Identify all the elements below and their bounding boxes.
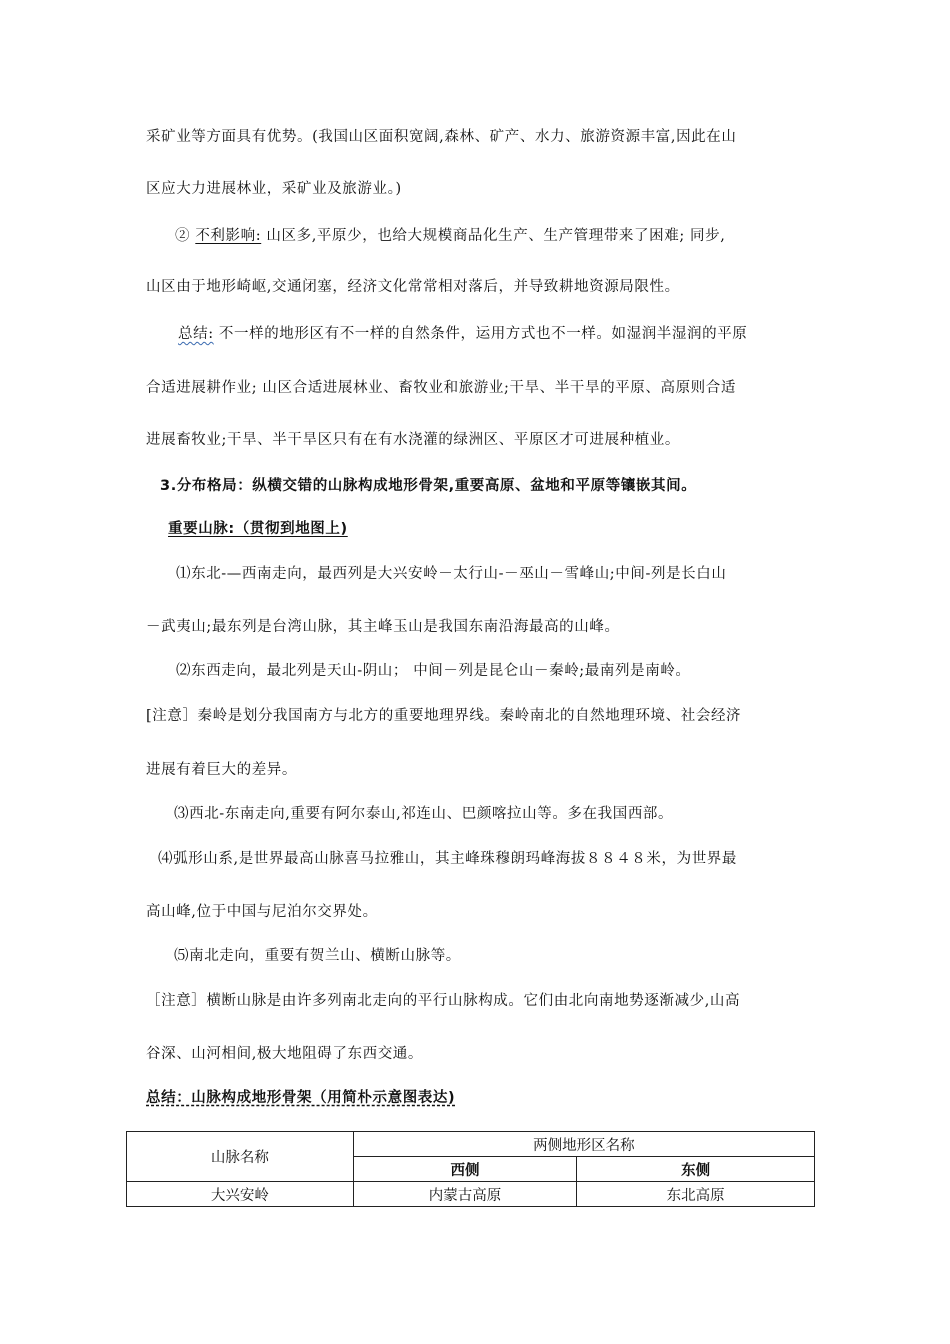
- list-item: ⑸南北走向，重要有贺兰山、横断山脉等。: [174, 948, 461, 964]
- mountain-table: [126, 1131, 815, 1207]
- paragraph-line: 山区由于地形崎岖,交通闭塞，经济文化常常相对落后，并导致耕地资源局限性。: [146, 279, 680, 295]
- cell-east: 东北高原: [577, 1182, 815, 1207]
- list-marker: ②: [175, 228, 196, 244]
- header-east: 东侧: [577, 1157, 815, 1182]
- note-line: 谷深、山河相间,极大地阻碍了东西交通。: [146, 1046, 424, 1062]
- header-sides: 两侧地形区名称: [353, 1132, 814, 1157]
- paragraph-line: 区应大力进展林业，采矿业及旅游业。): [146, 181, 402, 197]
- list-item: ⑷弧形山系,是世界最高山脉喜马拉雅山，其主峰珠穆朗玛峰海拔８８４８米，为世界最: [158, 851, 738, 867]
- section-heading: 3.分布格局：纵横交错的山脉构成地形骨架,重要高原、盆地和平原等镶嵌其间。: [160, 478, 697, 494]
- paragraph-line: 合适进展耕作业; 山区合适进展林业、畜牧业和旅游业;干旱、半干旱的平原、高原则合适: [146, 380, 736, 396]
- summary-heading: [146, 1088, 455, 1108]
- paragraph-line: [178, 324, 747, 344]
- sub-heading: 重要山脉:（贯彻到地图上): [168, 521, 348, 537]
- header-west: 西侧: [353, 1157, 577, 1182]
- table-header-row: [127, 1132, 815, 1157]
- note-line: ［注意］横断山脉是由许多列南北走向的平行山脉构成。它们由北向南地势逐渐减少,山高: [146, 993, 741, 1009]
- paragraph-text: 山区多,平原少，也给大规模商品化生产、生产管理带来了困难; 同步,: [261, 228, 726, 244]
- list-item: 高山峰,位于中国与尼泊尔交界处。: [146, 904, 378, 920]
- header-mountain-name: 山脉名称: [127, 1132, 354, 1182]
- note-line: 进展有着巨大的差异。: [146, 762, 297, 778]
- table-row: [127, 1182, 815, 1207]
- list-item: ⑴东北-—西南走向，最西列是大兴安岭－太行山-－巫山－雪峰山;中间-列是长白山: [176, 566, 727, 582]
- unfavorable-impact-label: 不利影响:: [195, 228, 262, 244]
- list-item: ⑵东西走向，最北列是天山-阴山； 中间－列是昆仑山－秦岭;最南列是南岭。: [176, 663, 691, 679]
- paragraph-line: [175, 226, 725, 246]
- summary-label: 总结:: [178, 326, 214, 342]
- list-item: ⑶西北-东南走向,重要有阿尔泰山,祁连山、巴颜喀拉山等。多在我国西部。: [174, 806, 674, 822]
- summary-heading-text: 总结：山脉构成地形骨架（用简朴示意图表达): [146, 1090, 456, 1106]
- cell-mountain: 大兴安岭: [127, 1182, 354, 1207]
- cell-west: 内蒙古高原: [353, 1182, 577, 1207]
- note-line: [注意］秦岭是划分我国南方与北方的重要地理界线。秦岭南北的自然地理环境、社会经济: [146, 708, 742, 724]
- list-item: －武夷山;最东列是台湾山脉，其主峰玉山是我国东南沿海最高的山峰。: [146, 619, 620, 635]
- paragraph-line: 采矿业等方面具有优势。(我国山区面积宽阔,森林、矿产、水力、旅游资源丰富,因此在山: [146, 129, 737, 145]
- paragraph-line: 进展畜牧业;干旱、半干旱区只有在有水浇灌的绿洲区、平原区才可进展种植业。: [146, 432, 680, 448]
- paragraph-text: 不一样的地形区有不一样的自然条件，运用方式也不一样。如湿润半湿润的平原: [213, 326, 748, 342]
